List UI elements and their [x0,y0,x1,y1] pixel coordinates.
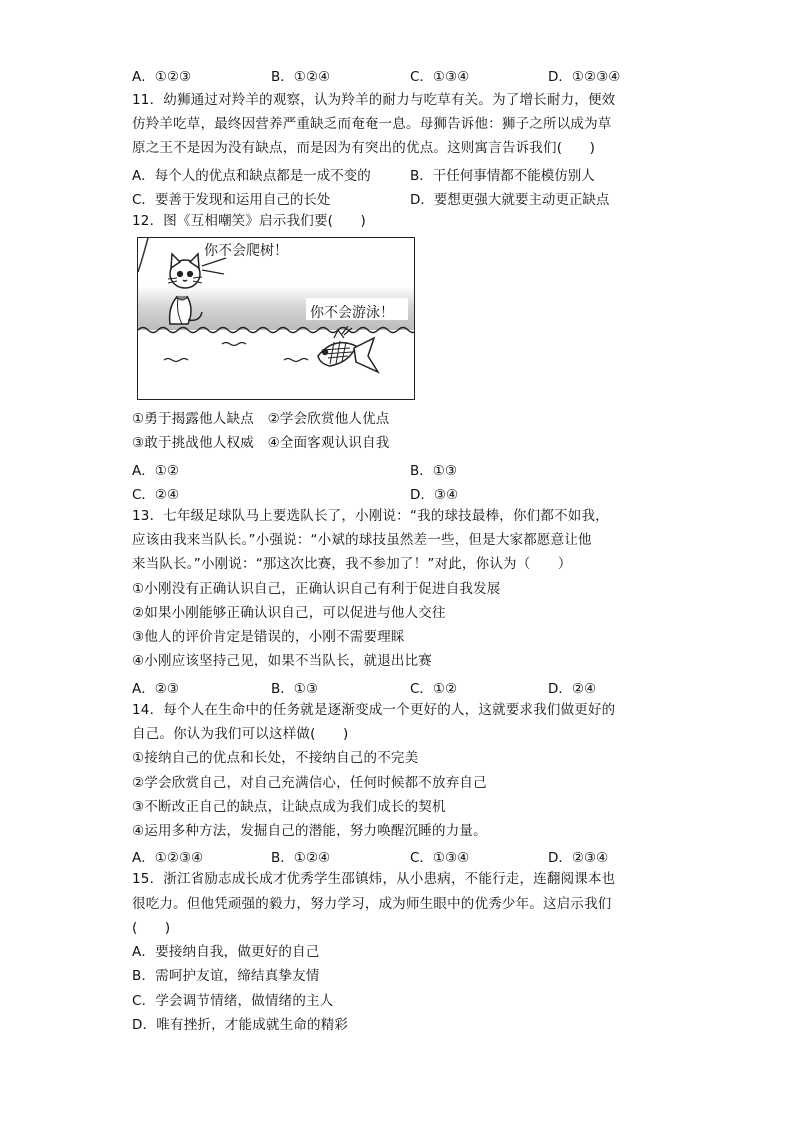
q13-option-c: C．①② [410,681,458,697]
q13-statement-3: ③他人的评价肯定是错误的，小刚不需要理睬 [132,629,405,645]
q13-stem-line-2: 应该由我来当队长。”小强说：“小斌的球技虽然差一些，但是大家都愿意让他 [132,532,592,548]
q10-option-b: B．①②④ [271,69,331,85]
q12-statements-line-1: ①勇于揭露他人缺点 ②学会欣赏他人优点 [132,411,390,427]
q10-option-c: C．①③④ [410,69,470,85]
q14-statement-1: ①接纳自己的优点和长处，不接纳自己的不完美 [132,750,419,766]
q15-option-b: B．需呵护友谊，缔结真挚友情 [132,968,320,984]
q14-option-b: B．①②④ [271,850,331,866]
q11-option-a: A．每个人的优点和缺点都是一成不变的 [132,168,371,184]
q11-stem-line-2: 仿羚羊吃草，最终因营养严重缺乏而奄奄一息。母狮告诉他：狮子之所以成为草 [132,116,612,132]
cartoon-mutual-mockery [137,237,415,400]
q13-option-d: D．②④ [548,681,597,697]
q14-statement-4: ④运用多种方法，发掘自己的潜能，努力唤醒沉睡的力量。 [132,823,487,839]
fish-speech: 你不会游泳！ [310,305,394,321]
q13-statement-2: ②如果小刚能够正确认识自己，可以促进与他人交往 [132,605,446,621]
q14-option-c: C．①③④ [410,850,470,866]
q10-option-d: D．①②③④ [548,69,621,85]
q11-stem-line-3: 原之王不是因为没有缺点，而是因为有突出的优点。这则寓言告诉我们( ) [132,140,596,156]
q15-option-a: A．要接纳自我，做更好的自己 [132,944,320,960]
q12-statements-line-2: ③敢于挑战他人权威 ④全面客观认识自我 [132,435,390,451]
q12-option-a: A．①② [132,463,179,479]
q13-stem-line-3: 来当队长。”小刚说：“那这次比赛，我不参加了！”对此，你认为（ ） [132,556,572,572]
q11-option-c: C．要善于发现和运用自己的长处 [132,192,331,208]
q12-option-c: C．②④ [132,487,180,503]
q14-option-a: A．①②③④ [132,850,204,866]
q11-stem-line-1: 11．幼狮通过对羚羊的观察，认为羚羊的耐力与吃草有关。为了增长耐力，便效 [132,92,616,108]
q11-option-d: D．要想更强大就要主动更正缺点 [410,192,610,208]
q13-statement-4: ④小刚应该坚持己见，如果不当队长，就退出比赛 [132,653,433,669]
q14-stem-line-1: 14．每个人在生命中的任务就是逐渐变成一个更好的人，这就要求我们做更好的 [132,702,616,718]
q15-option-d: D．唯有挫折，才能成就生命的精彩 [132,1017,349,1033]
q13-statement-1: ①小刚没有正确认识自己，正确认识自己有利于促进自我发展 [132,581,501,597]
q15-stem-line-2: 很吃力。但他凭顽强的毅力，努力学习，成为师生眼中的优秀少年。这启示我们 [132,896,612,912]
q14-option-d: D．②③④ [548,850,609,866]
q13-option-a: A．②③ [132,681,179,697]
q12-option-b: B．①③ [410,463,457,479]
q13-stem-line-1: 13．七年级足球队马上要选队长了，小刚说：“我的球技最棒，你们都不如我， [132,508,609,524]
q10-option-a: A．①②③ [132,69,192,85]
q11-option-b: B．干任何事情都不能模仿别人 [410,168,595,184]
q15-stem-line-1: 15．浙江省励志成长成才优秀学生邵镇炜，从小患病，不能行走，连翻阅课本也 [132,871,616,887]
q15-option-c: C．学会调节情绪，做情绪的主人 [132,993,334,1009]
q12-stem: 12．图《互相嘲笑》启示我们要( ) [132,213,367,229]
q12-option-d: D．③④ [410,487,459,503]
q14-statement-2: ②学会欣赏自己，对自己充满信心，任何时候都不放弃自己 [132,775,487,791]
q14-stem-line-2: 自己。你认为我们可以这样做( ) [132,726,349,742]
q13-option-b: B．①③ [271,681,318,697]
fish-icon [318,330,378,372]
cat-speech: 你不会爬树！ [204,243,288,259]
q14-statement-3: ③不断改正自己的缺点，让缺点成为我们成长的契机 [132,799,446,815]
q15-stem-line-3: ( ) [132,920,171,936]
